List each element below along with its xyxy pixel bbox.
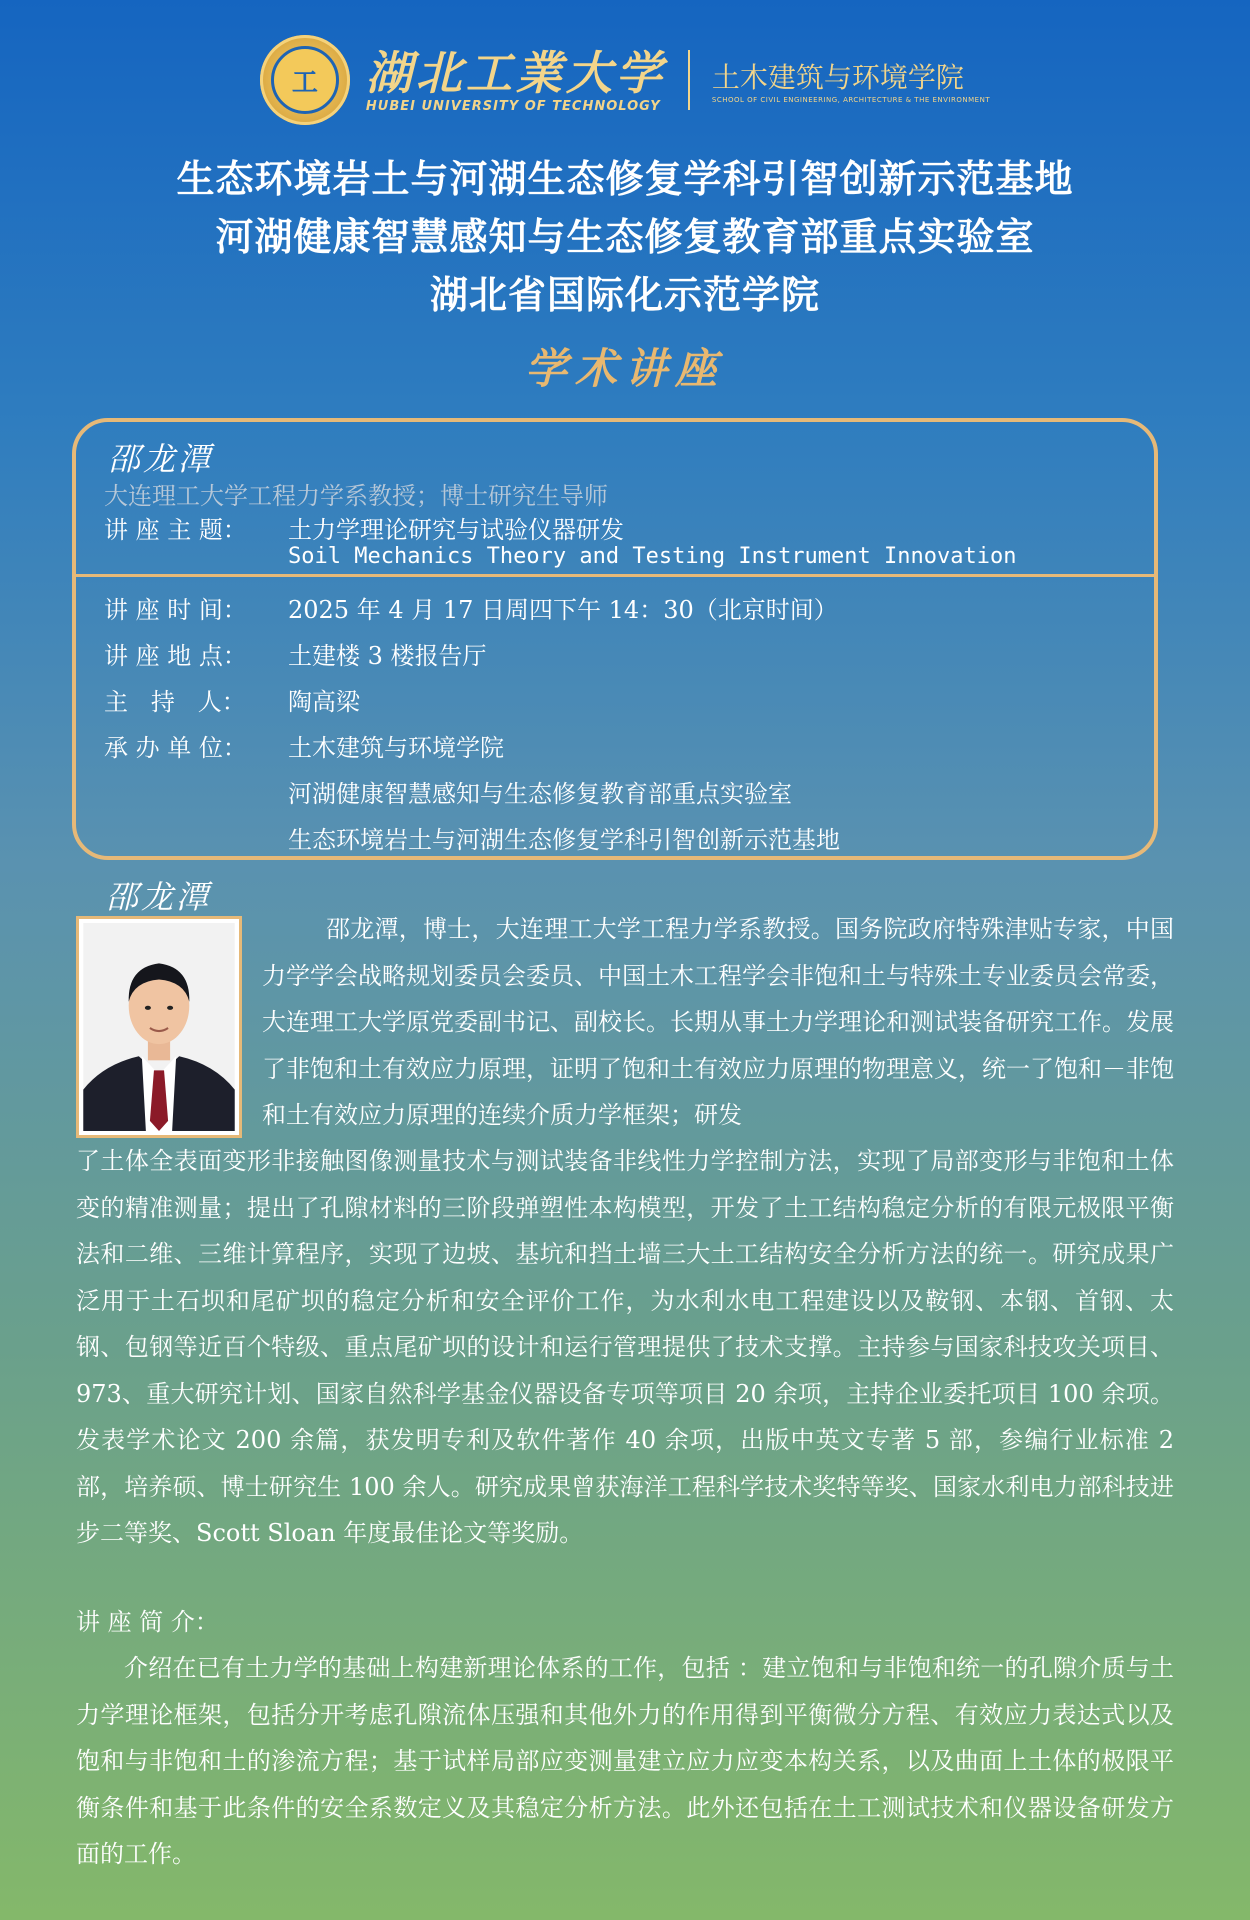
speaker-title: 大连理工大学工程力学系教授；博士研究生导师 xyxy=(104,482,608,510)
seal-emblem: 工 xyxy=(271,46,339,114)
host-row xyxy=(104,682,360,717)
bio-name: 邵龙潭 xyxy=(106,878,212,916)
place-row xyxy=(104,636,487,671)
time-label: 讲 座 时 间： xyxy=(104,596,247,624)
bio-text-bottom: 了土体全表面变形非接触图像测量技术与测试装备非线性力学控制方法，实现了局部变形与非饱和土体变的精准测量；提出了孔隙材料的三阶段弹塑性本构模型，开发了土工结构稳定分析的有限元极限平衡法和二维、三维计算程序，实现了边坡、基坑和挡土墙三大土工结构安全分析方法的统一。研究成果广泛用于土石坝和尾矿坝的稳定分析和安全评价工作，为水利水电工程建设以及鞍钢、本钢、首钢、太钢、包钢等近百个特级、重点尾矿坝的设计和运行管理提供了技术支撑。主持参与国家科技攻关项目、973、重大研究计划、国家自然科学基金仪器设备专项等项目 20 余项，主持企业委托项目 100 余项。发表学术论文 200 余篇，获发明专利及软件著作 40 余项，出版中英文专著 5 部，参编行业标准 2 部，培养硕、博士研究生 100 余人。研究成果曾获海洋工程科学技术奖特等奖、国家水利电力部科技进步二等奖、Scott Sloan 年度最佳论文等奖励。 xyxy=(76,1147,1174,1547)
school-name-en: SCHOOL OF CIVIL ENGINEERING, ARCHITECTURE & THE ENVIRONMENT xyxy=(711,96,991,104)
host-value: 陶高梁 xyxy=(288,688,360,716)
topic-cn: 土力学理论研究与试验仪器研发 xyxy=(288,516,624,544)
organizer-3: 生态环境岩土与河湖生态修复学科引智创新示范基地 xyxy=(288,826,840,854)
info-box xyxy=(72,418,1158,860)
title-line-2: 河湖健康智慧感知与生态修复教育部重点实验室 xyxy=(215,215,1035,259)
topic-en-row xyxy=(288,544,1016,569)
portrait-illustration xyxy=(83,923,235,1131)
place-value: 土建楼 3 楼报告厅 xyxy=(288,642,487,670)
organizer-row xyxy=(104,728,504,763)
header-divider xyxy=(688,50,690,110)
info-separator xyxy=(76,574,1154,577)
school-name xyxy=(712,56,990,104)
organizer-row-2 xyxy=(288,774,792,809)
organizer-2: 河湖健康智慧感知与生态修复教育部重点实验室 xyxy=(288,780,792,808)
organizer-label: 承 办 单 位： xyxy=(104,734,247,762)
topic-label: 讲 座 主 题： xyxy=(104,516,247,544)
intro-text: 介绍在已有土力学的基础上构建新理论体系的工作，包括 ：建立饱和与非饱和统一的孔隙介质与土力学理论框架，包括分开考虑孔隙流体压强和其他外力的作用得到平衡微分方程、有效应力表达式以及饱和与非饱和土的渗流方程；基于试样局部应变测量建立应力应变本构关系，以及曲面上土体的极限平衡条件和基于此条件的安全系数定义及其稳定分析方法。此外还包括在土工测试技术和仪器设备研发方面的工作。 xyxy=(76,1654,1174,1868)
place-label: 讲 座 地 点： xyxy=(104,642,247,670)
school-name-cn: 土木建筑与环境学院 xyxy=(711,61,964,94)
speaker-name: 邵龙潭 xyxy=(108,440,214,478)
time-row xyxy=(104,590,838,625)
speaker-portrait xyxy=(76,916,242,1138)
bio-text-top: 邵龙潭，博士，大连理工大学工程力学系教授。国务院政府特殊津贴专家，中国力学学会战略规划委员会委员、中国土木工程学会非饱和土与特殊土专业委员会常委，大连理工大学原党委副书记、副校长。长期从事土力学理论和测试装备研究工作。发展了非饱和土有效应力原理，证明了饱和土有效应力原理的物理意义，统一了饱和－非饱和土有效应力原理的连续介质力学框架；研发 xyxy=(262,915,1174,1129)
topic-en: Soil Mechanics Theory and Testing Instrument Innovation xyxy=(288,544,1017,569)
title-line-3: 湖北省国际化示范学院 xyxy=(429,273,820,317)
header xyxy=(0,30,1250,130)
event-type: 学术讲座 xyxy=(524,344,725,393)
organizer-1: 土木建筑与环境学院 xyxy=(288,734,504,762)
organizer-row-3 xyxy=(288,820,840,855)
topic-row xyxy=(104,510,624,545)
university-name xyxy=(366,47,666,114)
university-name-en: HUBEI UNIVERSITY OF TECHNOLOGY xyxy=(365,98,661,114)
time-value: 2025 年 4 月 17 日周四下午 14：30（北京时间） xyxy=(288,596,838,624)
title-line-1: 生态环境岩土与河湖生态修复学科引智创新示范基地 xyxy=(176,157,1074,201)
university-name-cn: 湖北工業大学 xyxy=(365,45,666,100)
title-block xyxy=(0,150,1250,396)
intro-label: 讲 座 简 介： xyxy=(76,1608,219,1636)
host-label: 主 持 人： xyxy=(104,688,246,716)
university-seal-icon xyxy=(260,35,350,125)
